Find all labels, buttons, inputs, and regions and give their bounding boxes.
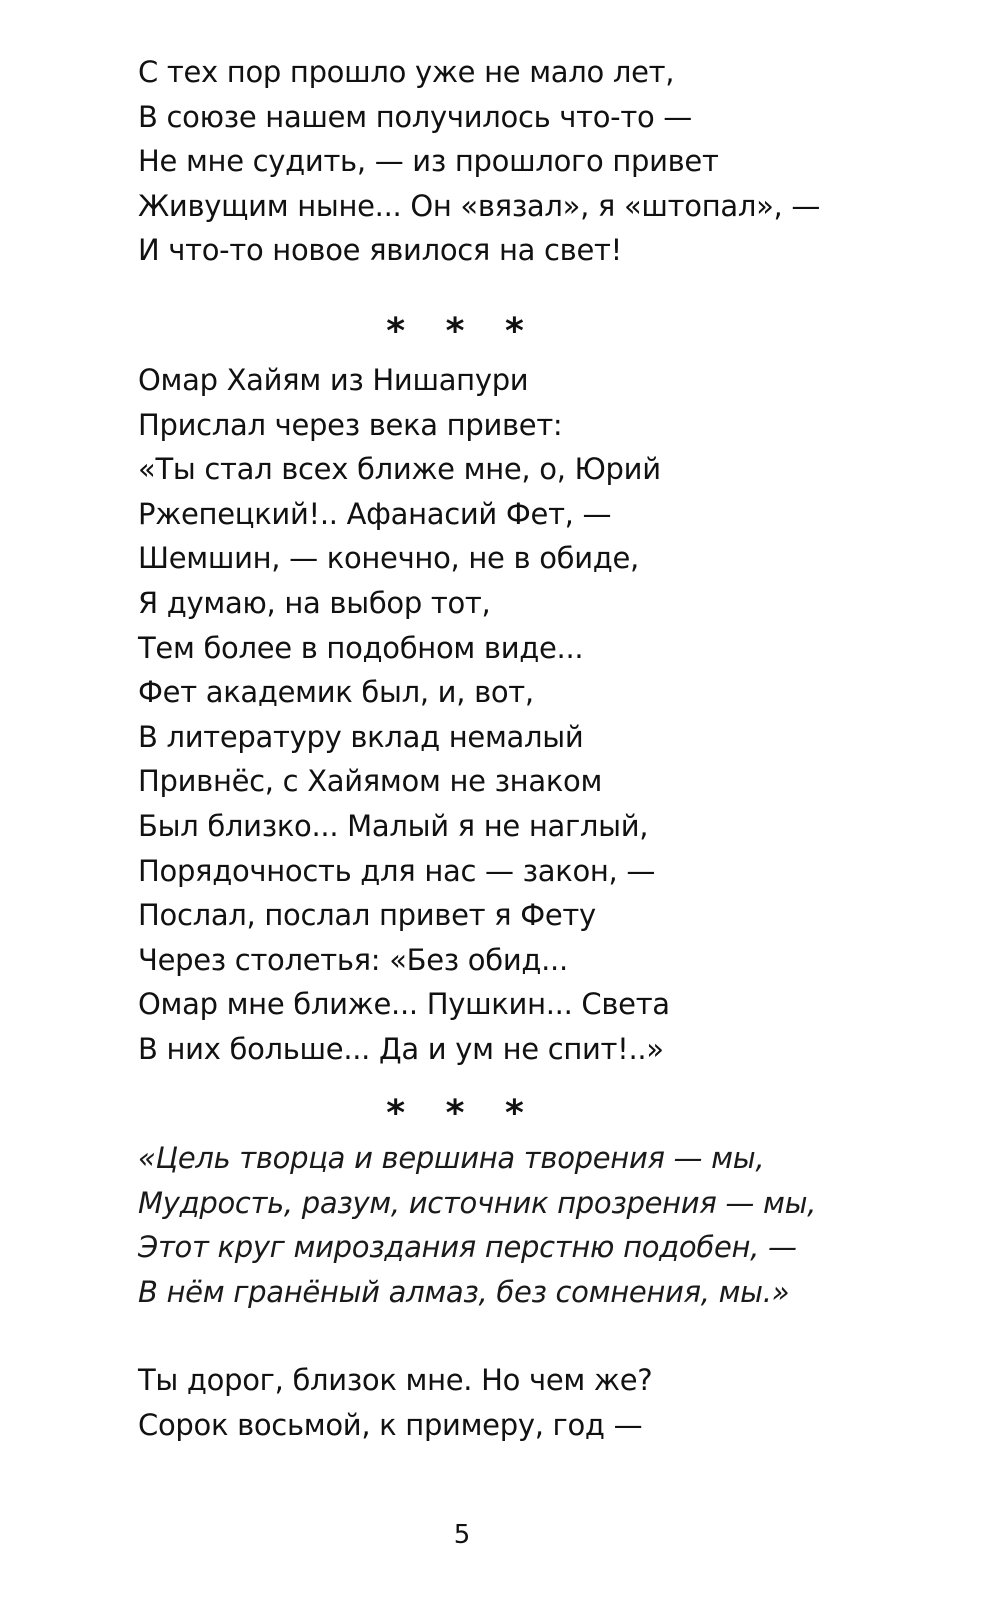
verse-line: Ржепецкий!.. Афанасий Фет, —: [138, 496, 612, 531]
verse-line: Прислал через века привет:: [138, 407, 563, 442]
verse-line: Фет академик был, и, вот,: [138, 675, 534, 710]
verse-line: «Ты стал всех ближе мне, о, Юрий: [138, 452, 661, 487]
verse-line: Омар мне ближе... Пушкин... Света: [138, 987, 670, 1022]
verse-line: Через столетья: «Без обид...: [138, 942, 568, 977]
verse-line: Шемшин, — конечно, не в обиде,: [138, 541, 639, 576]
verse-line: В союзе нашем получилось что-то —: [138, 99, 693, 134]
verse-line: Я думаю, на выбор тот,: [138, 585, 491, 620]
stanza-4: [138, 1358, 938, 1447]
section-separator: * * *: [386, 311, 538, 352]
verse-line: Ты дорог, близок мне. Но чем же?: [138, 1363, 653, 1397]
verse-line: Был близко... Малый я не наглый,: [138, 808, 649, 843]
page-number: 5: [453, 1520, 471, 1550]
verse-line: Порядочность для нас — закон, —: [138, 853, 656, 888]
verse-line: В нём гранёный алмаз, без сомнения, мы.»: [138, 1274, 790, 1309]
verse-line: Живущим ныне... Он «вязал», я «штопал», —: [138, 188, 821, 223]
verse-line: В литературу вклад немалый: [138, 719, 584, 754]
verse-line: Привнёс, с Хайямом не знаком: [138, 764, 603, 799]
verse-line: Послал, послал привет я Фету: [138, 898, 596, 933]
verse-line: Тем более в подобном виде...: [138, 630, 584, 665]
verse-line: И что-то новое явилося на свет!: [138, 233, 622, 268]
verse-line: Омар Хайям из Нишапури: [138, 363, 529, 397]
quoted-rubaiyat: [138, 1136, 938, 1314]
verse-line: С тех пор прошло уже не мало лет,: [138, 55, 675, 89]
verse-line: Мудрость, разум, источник прозрения — мы,: [138, 1185, 817, 1220]
stanza-1: [138, 50, 938, 273]
stanza-2: [138, 358, 938, 1072]
verse-line: Не мне судить, — из прошлого привет: [138, 144, 719, 179]
verse-line: «Цель творца и вершина творения — мы,: [138, 1141, 765, 1175]
verse-line: Сорок восьмой, к примеру, год —: [138, 1407, 643, 1442]
verse-line: В них больше... Да и ум не спит!..»: [138, 1031, 664, 1066]
verse-line: Этот круг мироздания перстню подобен, —: [138, 1230, 797, 1265]
section-separator: * * *: [386, 1093, 538, 1134]
